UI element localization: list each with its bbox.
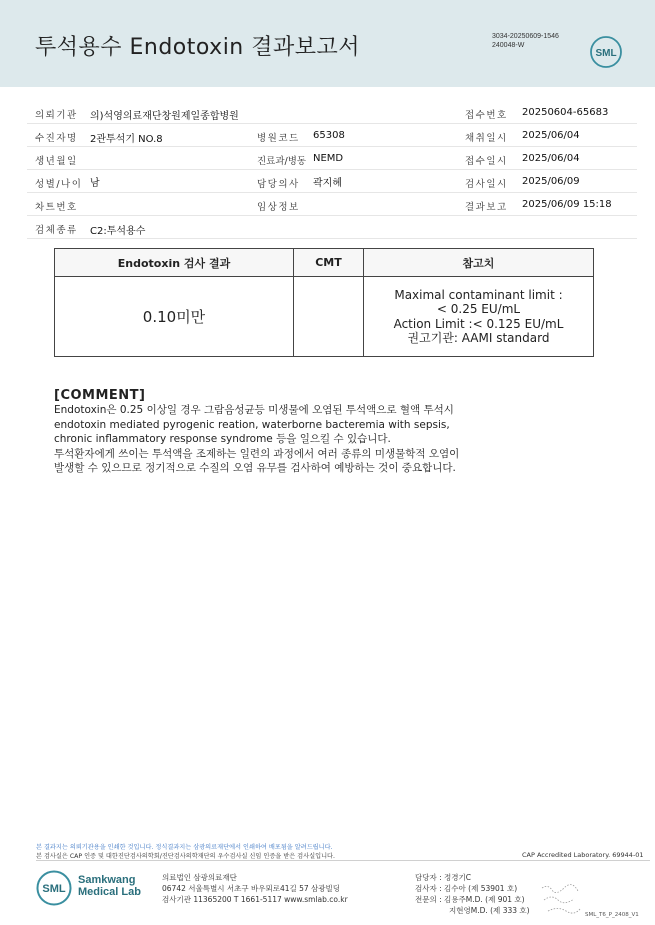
sml-logo-icon — [590, 36, 622, 68]
header-cmt: CMT — [294, 249, 364, 277]
comment-line-1: Endotoxin은 0.25 이상일 경우 그람음성균등 미생물에 오염된 투석액으로 혈액 투석시 — [54, 404, 454, 416]
info-row-1 — [27, 100, 637, 124]
staff-line-1: 담당자 : 정경기C — [415, 873, 472, 882]
header-reference-range: 참고치 — [364, 249, 594, 277]
label-receipt-date: 접수일시 — [465, 156, 508, 167]
lab-name-line-1: Samkwang — [78, 874, 136, 886]
footer-divider — [36, 860, 650, 861]
comment-line-5: 발생할 수 있으므로 정기적으로 수질의 오염 유무를 검사하여 예방하는 것이 중요합니다. — [54, 462, 456, 474]
lab-staff — [415, 872, 530, 916]
value-receipt-number: 20250604-65683 — [522, 107, 609, 118]
signature-image — [538, 880, 588, 916]
value-receipt-date: 2025/06/04 — [522, 153, 580, 164]
label-clinical-info: 임상정보 — [257, 202, 300, 213]
label-receipt-number: 접수번호 — [465, 110, 508, 121]
samkwang-logo-text: SML — [42, 883, 66, 895]
info-row-2 — [27, 123, 637, 147]
label-report-date: 결과보고 — [465, 202, 508, 213]
value-test-date: 2025/06/09 — [522, 176, 580, 187]
lab-address — [162, 872, 348, 905]
comment-line-4: 투석환자에게 쓰이는 투석액을 조제하는 일련의 과정에서 여러 종류의 미생물학적 오염이 — [54, 447, 460, 460]
result-table — [54, 248, 594, 357]
label-chart-number: 차트번호 — [35, 202, 78, 213]
staff-line-3: 전문의 : 김용주M.D. (제 901 호) — [415, 895, 525, 904]
lab-address-line-1: 의료법인 삼광의료재단 — [162, 873, 237, 882]
reference-line-1: Maximal contaminant limit : — [394, 287, 563, 302]
label-attending-doctor: 담당의사 — [257, 179, 300, 190]
cap-accreditation: CAP Accredited Laboratory. 69944-01 — [522, 851, 644, 859]
cmt-value — [294, 277, 364, 357]
document-id — [492, 32, 559, 50]
lab-name-line-2: Medical Lab — [78, 886, 141, 898]
value-subject-name: 2관투석기 NO.8 — [90, 134, 163, 145]
comment-section — [54, 388, 554, 476]
label-requesting-institution: 의뢰기관 — [35, 110, 78, 121]
lab-address-line-2: 06742 서울특별시 서초구 바우뫼로41길 57 삼광빌딩 — [162, 884, 341, 893]
reference-range-value — [364, 277, 594, 357]
value-sex-age: 남 — [90, 178, 100, 189]
value-requesting-institution: 의)석영의료재단창원제일종합병원 — [90, 111, 239, 122]
label-department-ward: 진료과/병동 — [257, 156, 307, 167]
value-hospital-code: 65308 — [313, 130, 345, 141]
label-specimen-type: 검체종류 — [35, 225, 78, 236]
label-test-date: 검사일시 — [465, 179, 508, 190]
label-birth-date: 생년월일 — [35, 156, 78, 167]
value-attending-doctor: 곽지혜 — [313, 178, 342, 189]
report-header — [0, 0, 655, 87]
info-row-3 — [27, 146, 637, 170]
staff-line-4: 지현영M.D. (제 333 호) — [449, 906, 530, 915]
lab-address-line-3: 검사기관 11365200 T 1661-5117 www.smlab.co.kr — [162, 895, 348, 904]
result-table-header — [55, 249, 594, 277]
lab-name — [78, 874, 141, 898]
info-row-6 — [27, 215, 637, 239]
reference-line-2: < 0.25 EU/mL — [436, 302, 521, 316]
staff-line-2: 검사자 : 김수아 (제 53901 호) — [415, 884, 518, 893]
endotoxin-result-value: 0.10미만 — [55, 277, 294, 357]
value-report-date: 2025/06/09 15:18 — [522, 199, 612, 210]
document-id-line-1: 3034-20250609-1546 — [492, 33, 559, 40]
info-row-5 — [27, 192, 637, 216]
header-endotoxin-result: Endotoxin 검사 결과 — [55, 249, 294, 277]
result-table-row — [55, 277, 594, 357]
label-sex-age: 성별/나이 — [35, 179, 83, 190]
form-version: SML_T6_P_2408_V1 — [585, 912, 639, 918]
label-hospital-code: 병원코드 — [257, 133, 300, 144]
sml-logo-text: SML — [595, 48, 617, 59]
comment-title: [COMMENT] — [54, 388, 146, 403]
accreditation-notice: 본 검사실은 CAP 인증 및 대한진단검사의학회/진단검사의학재단의 우수검사실 신임 인증을 받은 검사실입니다. — [36, 853, 335, 860]
report-title: 투석용수 Endotoxin 결과보고서 — [35, 35, 361, 60]
comment-line-2: endotoxin mediated pyrogenic reation, waterborne bacteremia with sepsis, — [54, 418, 450, 431]
value-department-ward: NEMD — [313, 153, 344, 164]
document-id-line-2: 240048-W — [492, 42, 525, 49]
reference-line-3: Action Limit :< 0.125 EU/mL — [393, 316, 564, 331]
value-specimen-type: C2:투석용수 — [90, 226, 146, 237]
comment-line-3: chronic inflammatory response syndrome 등을 일으킬 수 있습니다. — [54, 433, 391, 445]
print-notice: 본 결과지는 의뢰기관용을 인쇄한 것입니다. 정식결과지는 삼광의료재단에서 인쇄하여 배포됨을 알려드립니다. — [36, 844, 333, 851]
info-row-4 — [27, 169, 637, 193]
label-collection-date: 채취일시 — [465, 133, 508, 144]
value-collection-date: 2025/06/04 — [522, 130, 580, 141]
reference-line-4: 권고기관: AAMI standard — [407, 331, 550, 345]
label-subject-name: 수진자명 — [35, 133, 78, 144]
samkwang-logo-icon — [36, 870, 72, 906]
